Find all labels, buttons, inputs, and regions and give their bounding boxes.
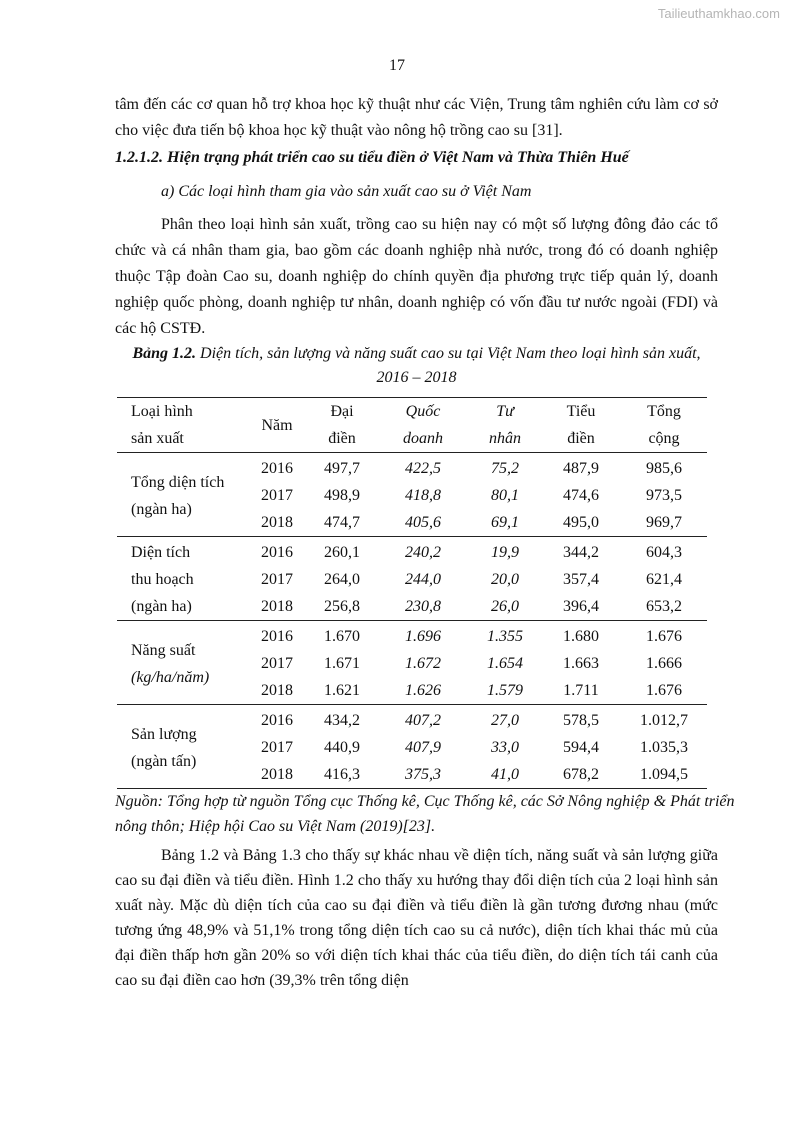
cell-tong-cong: 985,6 (646, 460, 682, 477)
cell-dai-dien: 440,9 (324, 739, 360, 756)
cell-tu-nhan: 1.355 (487, 628, 523, 645)
header-quoc-doanh: Quốc doanh (403, 403, 443, 447)
cell-tong-cong: 1.676 (646, 628, 682, 645)
paragraph-1: tâm đến các cơ quan hỗ trợ khoa học kỹ thuật như các Viện, Trung tâm nghiên cứu làm cơ sở cho việc đưa tiến bộ khoa học kỹ thuật vào nông hộ trồng cao su [31]. (115, 96, 718, 139)
cell-dai-dien: 260,1 (324, 544, 360, 561)
cell-tu-nhan: 26,0 (491, 598, 519, 615)
group-label: Năng suất (kg/ha/năm) (131, 641, 210, 686)
cell-tu-nhan: 33,0 (491, 739, 519, 756)
header-row (117, 398, 707, 453)
cell-tu-nhan: 41,0 (491, 766, 519, 783)
group-nang-suat (117, 621, 707, 705)
cell-dai-dien: 1.670 (324, 628, 360, 645)
paragraph-3: Bảng 1.2 và Bảng 1.3 cho thấy sự khác nhau về diện tích, năng suất và sản lượng giữa cao su đại điền và tiểu điền. Hình 1.2 cho thấy xu hướng thay đổi diện tích của 2 loại hình sản xuất này. Mặc dù diện tích của cao su đại điền và tiểu điền là gần tương đương nhau (mức tương ứng 48,9% và 51,1% trong tổng diện tích cao su cả nước), diện tích khai thác mủ của đại điền thấp hơn gần 20% so với diện tích khai thác của tiểu điền, do diện tích tái canh của cao su đại điền cao hơn (39,3% trên tổng diện (115, 847, 718, 989)
cell-tu-nhan: 1.654 (487, 655, 523, 672)
cell-tong-cong: 653,2 (646, 598, 682, 615)
cell-dai-dien: 1.671 (324, 655, 360, 672)
cell-year: 2018 (261, 514, 293, 531)
cell-tu-nhan: 69,1 (491, 514, 519, 531)
cell-tu-nhan: 19,9 (491, 544, 519, 561)
cell-tong-cong: 969,7 (646, 514, 682, 531)
cell-tu-nhan: 1.579 (487, 682, 523, 699)
cell-quoc-doanh: 407,2 (405, 712, 441, 729)
cell-year: 2016 (261, 628, 293, 645)
cell-year: 2018 (261, 598, 293, 615)
cell-quoc-doanh: 405,6 (405, 514, 441, 531)
cell-tong-cong: 621,4 (646, 571, 682, 588)
cell-tieu-dien: 357,4 (563, 571, 599, 588)
cell-dai-dien: 498,9 (324, 487, 360, 504)
cell-year: 2016 (261, 712, 293, 729)
cell-year: 2016 (261, 460, 293, 477)
sub-heading: a) Các loại hình tham gia vào sản xuất cao su ở Việt Nam (161, 183, 532, 200)
cell-dai-dien: 416,3 (324, 766, 360, 783)
cell-tong-cong: 1.035,3 (640, 739, 688, 756)
table-caption-label: Bảng 1.2. (132, 345, 197, 362)
cell-tu-nhan: 80,1 (491, 487, 519, 504)
cell-quoc-doanh: 240,2 (405, 544, 441, 561)
table-row (117, 705, 707, 735)
cell-quoc-doanh: 1.696 (405, 628, 441, 645)
cell-tieu-dien: 1.663 (563, 655, 599, 672)
cell-tong-cong: 604,3 (646, 544, 682, 561)
cell-tu-nhan: 27,0 (491, 712, 519, 729)
cell-tieu-dien: 594,4 (563, 739, 599, 756)
cell-tieu-dien: 474,6 (563, 487, 599, 504)
table-row (117, 537, 707, 567)
cell-year: 2016 (261, 544, 293, 561)
cell-tieu-dien: 487,9 (563, 460, 599, 477)
cell-tong-cong: 1.094,5 (640, 766, 688, 783)
cell-year: 2017 (261, 739, 293, 756)
cell-quoc-doanh: 230,8 (405, 598, 441, 615)
cell-tieu-dien: 1.711 (563, 682, 599, 699)
cell-year: 2018 (261, 766, 293, 783)
table-header (117, 398, 707, 453)
header-type: Loại hình sản xuất (131, 403, 193, 447)
page-number: 17 (389, 57, 405, 74)
cell-dai-dien: 497,7 (324, 460, 360, 477)
cell-quoc-doanh: 1.672 (405, 655, 441, 672)
group-tong-dien-tich (117, 453, 707, 537)
group-label: Diện tích thu hoạch (ngàn ha) (131, 544, 194, 615)
cell-year: 2018 (261, 682, 293, 699)
cell-tieu-dien: 495,0 (563, 514, 599, 531)
cell-tong-cong: 973,5 (646, 487, 682, 504)
table-source-note: Nguồn: Tổng hợp từ nguồn Tổng cục Thống kê, Cục Thống kê, các Sở Nông nghiệp & Phát triển nông thôn; Hiệp hội Cao su Việt Nam (2019)[23]. (115, 793, 735, 835)
cell-dai-dien: 434,2 (324, 712, 360, 729)
header-year: Năm (261, 416, 293, 434)
table-row (117, 621, 707, 651)
paragraph-2: Phân theo loại hình sản xuất, trồng cao su hiện nay có một số lượng đông đảo các tổ chức và cá nhân tham gia, bao gồm các doanh nghiệp nhà nước, trong đó có doanh nghiệp thuộc Tập đoàn Cao su, doanh nghiệp do chính quyền địa phương trực tiếp quản lý, doanh nghiệp quốc phòng, doanh nghiệp tư nhân, doanh nghiệp có vốn đầu tư nước ngoài (FDI) và các hộ CSTĐ. (115, 216, 718, 337)
cell-tu-nhan: 75,2 (491, 460, 519, 477)
cell-tieu-dien: 1.680 (563, 628, 599, 645)
cell-year: 2017 (261, 571, 293, 588)
group-dien-tich-thu-hoach (117, 537, 707, 621)
cell-tieu-dien: 578,5 (563, 712, 599, 729)
header-tu-nhan: Tư nhân (489, 403, 521, 447)
cell-tong-cong: 1.012,7 (640, 712, 688, 729)
cell-tong-cong: 1.676 (646, 682, 682, 699)
section-heading: 1.2.1.2. Hiện trạng phát triển cao su tiểu điền ở Việt Nam và Thừa Thiên Huế (115, 149, 629, 166)
cell-quoc-doanh: 375,3 (405, 766, 441, 783)
cell-dai-dien: 256,8 (324, 598, 360, 615)
cell-quoc-doanh: 244,0 (405, 571, 441, 588)
table-caption-text: Diện tích, sản lượng và năng suất cao su tại Việt Nam theo loại hình sản xuất, 2016 – 2018 (196, 345, 701, 386)
group-san-luong (117, 705, 707, 789)
cell-tieu-dien: 344,2 (563, 544, 599, 561)
cell-tieu-dien: 678,2 (563, 766, 599, 783)
cell-dai-dien: 474,7 (324, 514, 360, 531)
group-label: Tổng diện tích (ngàn ha) (131, 473, 225, 518)
watermark: Tailieuthamkhao.com (657, 6, 780, 21)
data-table (117, 397, 707, 789)
cell-tong-cong: 1.666 (646, 655, 682, 672)
cell-quoc-doanh: 422,5 (405, 460, 441, 477)
table-row (117, 453, 707, 483)
cell-quoc-doanh: 407,9 (405, 739, 441, 756)
header-tieu-dien: Tiểu điền (566, 403, 596, 447)
cell-dai-dien: 1.621 (324, 682, 360, 699)
group-label: Sản lượng (ngàn tấn) (131, 725, 197, 770)
cell-year: 2017 (261, 655, 293, 672)
header-tong-cong: Tổng cộng (647, 403, 681, 447)
cell-quoc-doanh: 1.626 (405, 682, 441, 699)
cell-quoc-doanh: 418,8 (405, 487, 441, 504)
cell-tu-nhan: 20,0 (491, 571, 519, 588)
cell-year: 2017 (261, 487, 293, 504)
cell-tieu-dien: 396,4 (563, 598, 599, 615)
table-caption (115, 342, 718, 390)
cell-dai-dien: 264,0 (324, 571, 360, 588)
header-dai-dien: Đại điền (328, 403, 356, 447)
